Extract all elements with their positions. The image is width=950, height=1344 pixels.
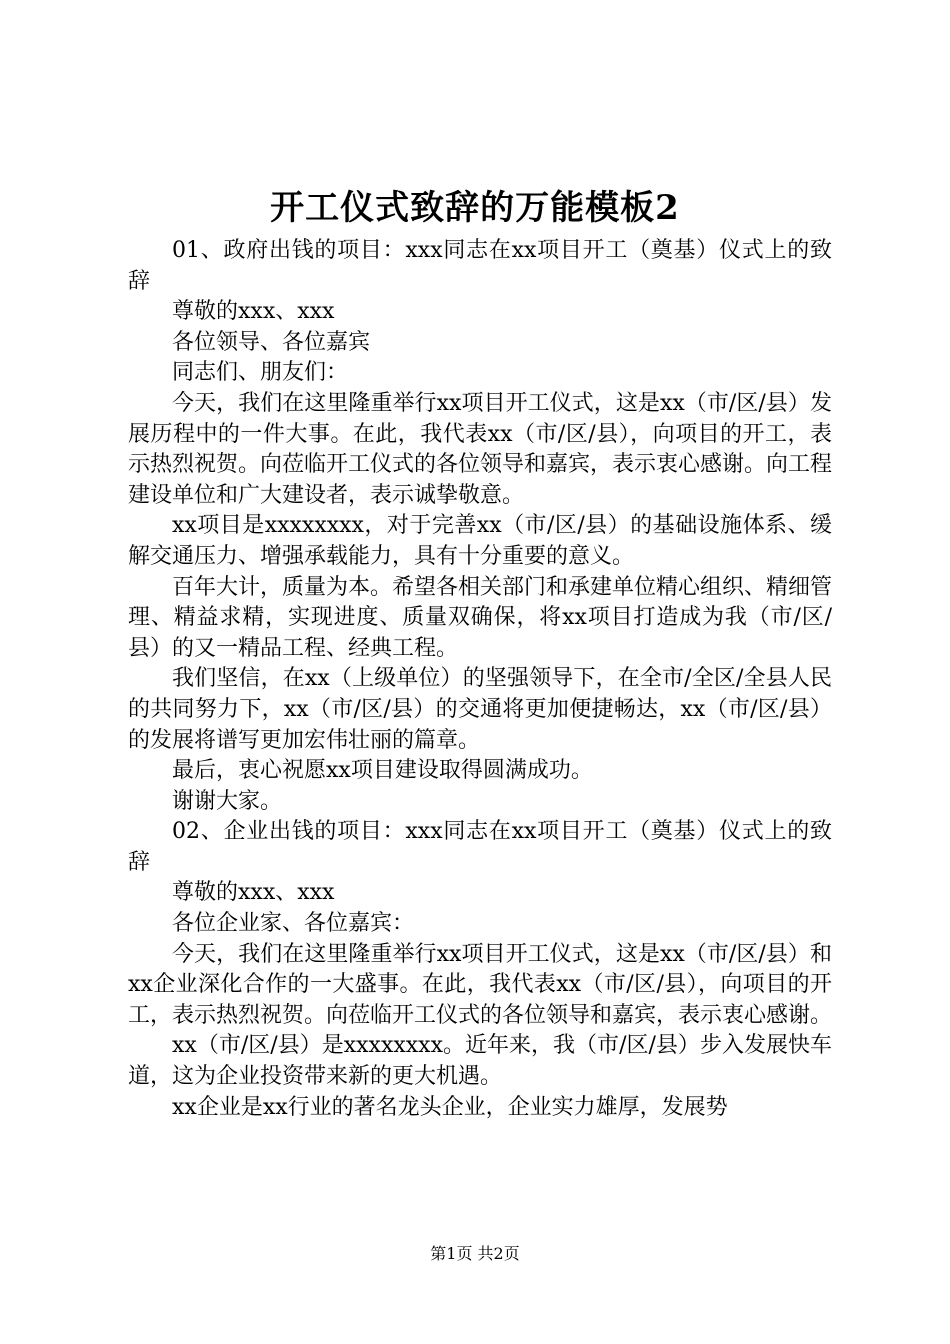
- paragraph: 同志们、朋友们：: [172, 360, 349, 386]
- paragraph: 谢谢大家。: [172, 788, 283, 814]
- paragraph: xx（市/区/县）是xxxxxxxx。近年来，我（市/区/县）步入发展快车道，这为企业投资带来新的更大机遇。: [128, 1033, 832, 1090]
- paragraph: xx项目是xxxxxxxx，对于完善xx（市/区/县）的基础设施体系、缓解交通压力、增强承载能力，具有十分重要的意义。: [128, 513, 832, 569]
- paragraph: xx企业是xx行业的著名龙头企业，企业实力雄厚，发展势: [172, 1094, 728, 1120]
- paragraph: 各位企业家、各位嘉宾：: [172, 911, 415, 937]
- paragraph: 02、企业出钱的项目：xxx同志在xx项目开工（奠基）仪式上的致辞: [128, 819, 832, 875]
- paragraph: 01、政府出钱的项目：xxx同志在xx项目开工（奠基）仪式上的致辞: [128, 238, 832, 294]
- paragraph: 我们坚信，在xx（上级单位）的坚强领导下，在全市/全区/全县人民的共同努力下，xx（市/区/县）的交通将更加便捷畅达，xx（市/区/县）的发展将谱写更加宏伟壮丽的篇章。: [128, 666, 832, 753]
- paragraph: 今天，我们在这里隆重举行xx项目开工仪式，这是xx（市/区/县）发展历程中的一件大事。在此，我代表xx（市/区/县），向项目的开工，表示热烈祝贺。向莅临开工仪式的各位领导和嘉宾，表示衷心感谢。向工程建设单位和广大建设者，表示诚挚敬意。: [128, 390, 833, 508]
- document-body: [128, 236, 832, 1123]
- paragraph: 各位领导、各位嘉宾: [172, 329, 371, 355]
- paragraph: 最后，衷心祝愿xx项目建设取得圆满成功。: [172, 758, 593, 784]
- paragraph: 尊敬的xxx、xxx: [172, 880, 335, 906]
- paragraph: 尊敬的xxx、xxx: [172, 299, 335, 325]
- paragraph: 今天，我们在这里隆重举行xx项目开工仪式，这是xx（市/区/县）和xx企业深化合作的一大盛事。在此，我代表xx（市/区/县），向项目的开工，表示热烈祝贺。向莅临开工仪式的各位领导和嘉宾，表示衷心感谢。: [128, 941, 833, 1028]
- paragraph: 百年大计，质量为本。希望各相关部门和承建单位精心组织、精细管理、精益求精，实现进度、质量双确保，将xx项目打造成为我（市/区/县）的又一精品工程、经典工程。: [128, 574, 833, 661]
- document-title: 开工仪式致辞的万能模板2: [270, 188, 680, 228]
- page-footer: 第1页 共2页: [430, 1244, 520, 1263]
